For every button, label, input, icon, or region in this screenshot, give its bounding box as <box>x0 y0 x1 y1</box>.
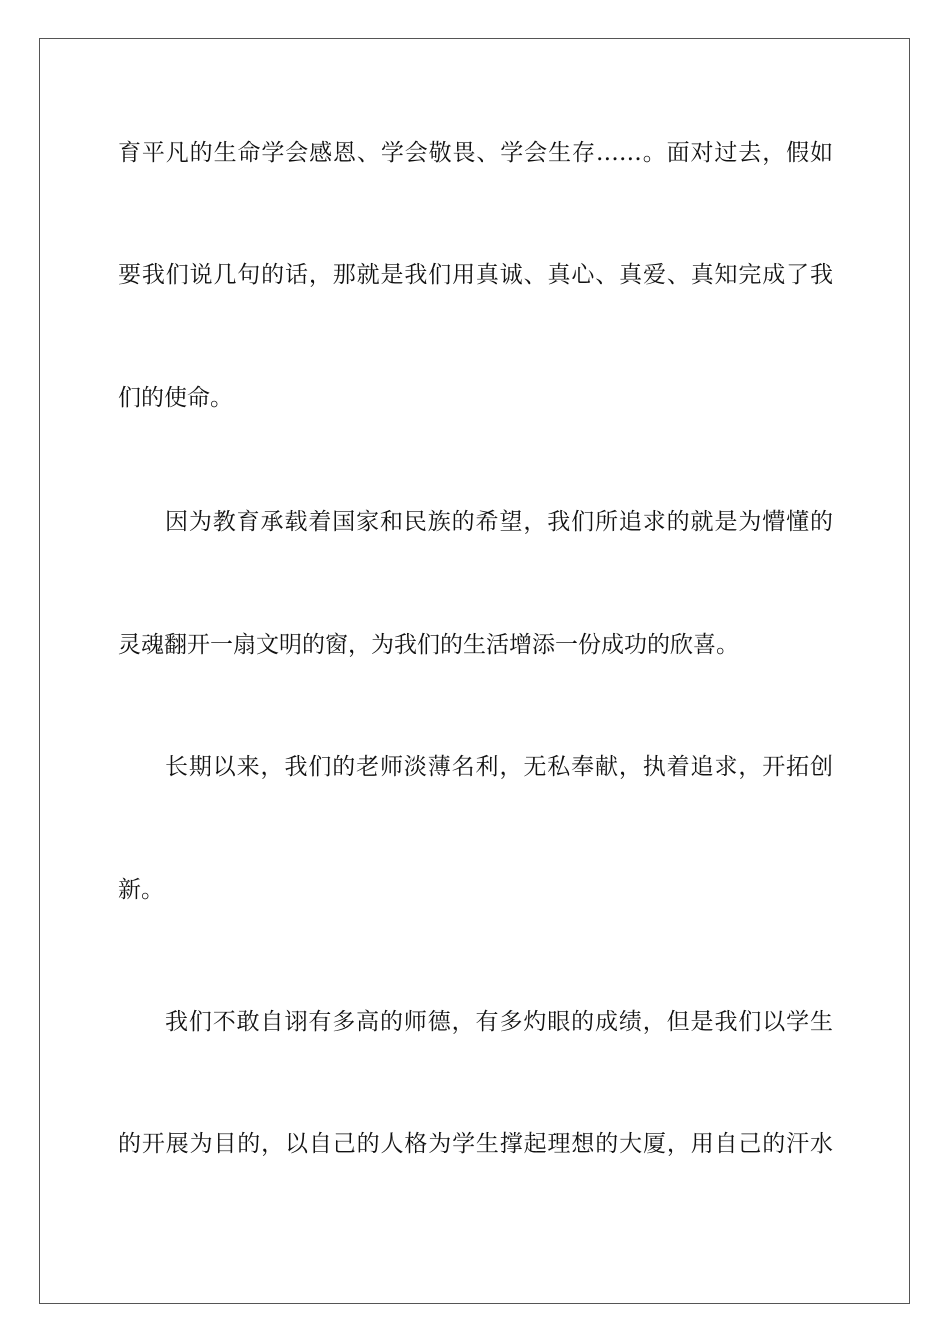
paragraph-first-line: 因为教育承载着国家和民族的希望，我们所追求的就是为懵懂的 <box>165 509 833 535</box>
text-line: 育平凡的生命学会感恩、学会敬畏、学会生存……。面对过去，假如 <box>118 140 833 166</box>
text-line: 的开展为目的，以自己的人格为学生撑起理想的大厦，用自己的汗水 <box>118 1131 833 1157</box>
text-line: 灵魂翻开一扇文明的窗，为我们的生活增添一份成功的欣喜。 <box>118 632 739 658</box>
text-line: 要我们说几句的话，那就是我们用真诚、真心、真爱、真知完成了我 <box>118 262 833 288</box>
text-line: 新。 <box>118 877 164 903</box>
text-line: 们的使命。 <box>118 385 233 411</box>
page-border <box>39 38 910 1304</box>
paragraph-first-line: 我们不敢自诩有多高的师德，有多灼眼的成绩，但是我们以学生 <box>165 1009 833 1035</box>
paragraph-first-line: 长期以来，我们的老师淡薄名利，无私奉献，执着追求，开拓创 <box>165 754 833 780</box>
